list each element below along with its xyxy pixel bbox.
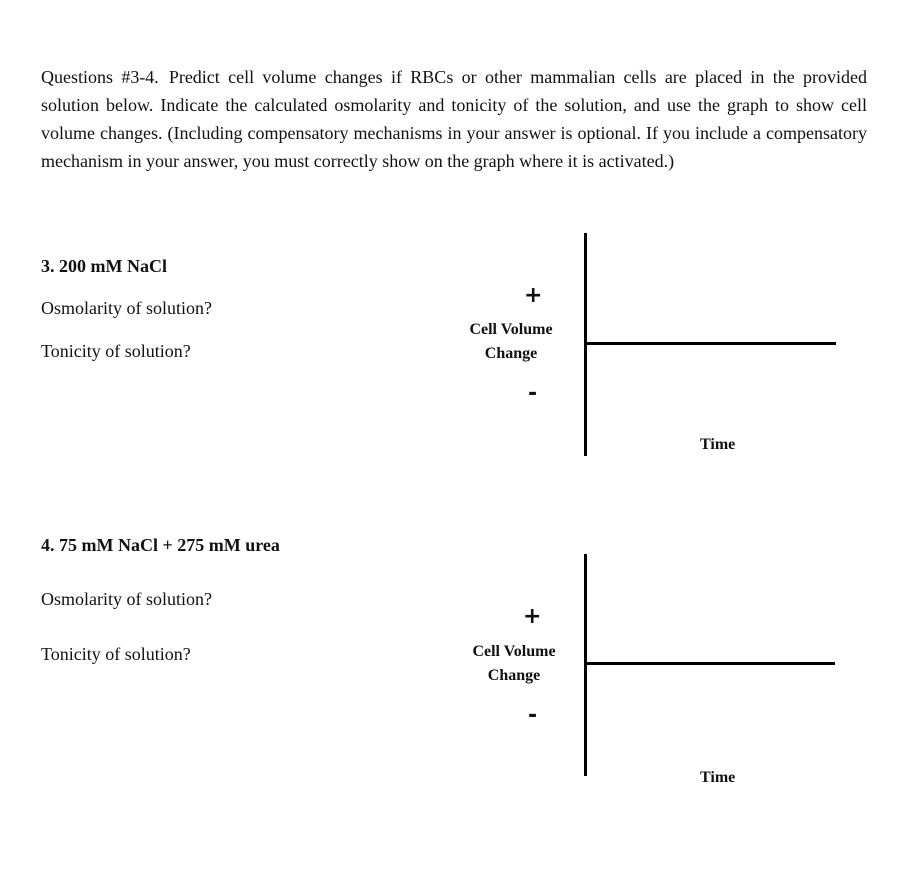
question-4-minus-sign: -: [528, 703, 538, 728]
question-3-plus-sign: +: [524, 283, 543, 308]
question-3-x-axis: [584, 342, 836, 345]
question-3-y-label-line2: Change: [484, 345, 538, 362]
question-3-y-label-line1: Cell Volume: [469, 321, 553, 338]
question-4-y-label-line1: Cell Volume: [472, 643, 556, 660]
question-4-heading: 4. 75 mM NaCl + 275 mM urea: [41, 535, 280, 555]
question-4-tonicity-prompt: Tonicity of solution?: [41, 644, 191, 664]
question-4-x-label: Time: [700, 769, 736, 786]
instructions-lead: Questions #3-4.: [41, 67, 159, 87]
instructions-paragraph: [41, 63, 867, 175]
question-3-heading: 3. 200 mM NaCl: [41, 256, 167, 276]
question-3-tonicity-prompt: Tonicity of solution?: [41, 341, 191, 361]
question-3-osmolarity-prompt: Osmolarity of solution?: [41, 298, 212, 318]
question-3-minus-sign: -: [528, 381, 538, 406]
question-4-y-label-line2: Change: [487, 667, 541, 684]
question-3-y-label: [456, 318, 566, 366]
question-4-y-axis: [584, 554, 587, 776]
question-4-y-label: [459, 640, 569, 688]
question-3-x-label: Time: [700, 436, 736, 453]
question-4-osmolarity-prompt: Osmolarity of solution?: [41, 589, 212, 609]
question-4-plus-sign: +: [523, 604, 542, 629]
instructions-text: Predict cell volume changes if RBCs or other mammalian cells are placed in the provided solution below. Indicate the calculated osmolarity and tonicity of the solution, and use the graph to show cell volume changes. (Including compensatory mechanisms in your answer is optional. If you include a compensatory mechanism in your answer, you must correctly show on the graph where it is activated.): [41, 67, 867, 171]
question-4-x-axis: [584, 662, 835, 665]
